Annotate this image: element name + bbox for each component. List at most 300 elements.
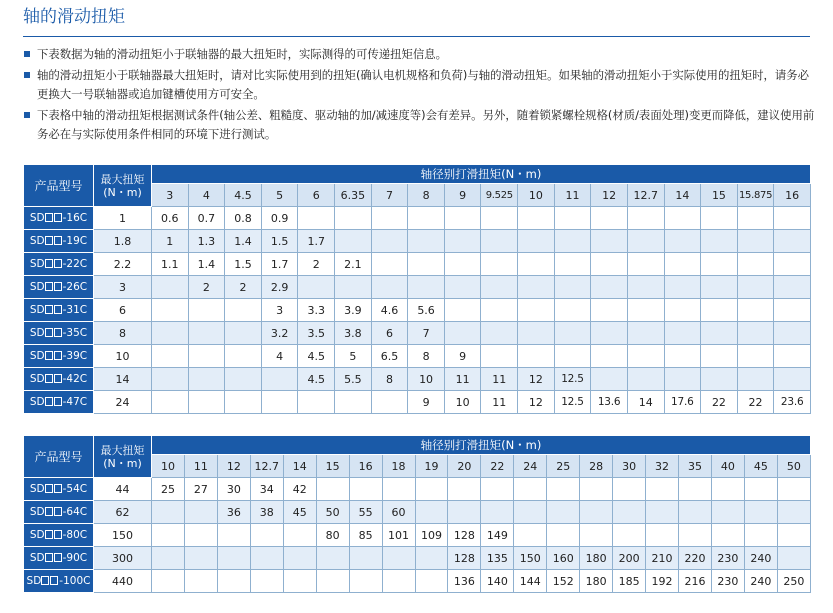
slip-torque-cell [316,478,349,501]
slip-torque-cell [225,299,262,322]
slip-torque-cell [777,478,810,501]
max-torque-cell: 300 [94,547,152,570]
slip-torque-cell: 0.9 [261,207,298,230]
slip-torque-cell [518,230,555,253]
slip-torque-cell [613,478,646,501]
max-torque-header: 最大扭矩(N・m) [94,436,152,478]
slip-torque-cell [613,501,646,524]
slip-torque-cell [448,501,481,524]
slip-torque-cell [382,547,415,570]
model-cell [24,299,94,322]
slip-torque-cell [554,299,591,322]
slip-torque-cell [774,299,811,322]
slip-torque-cell [514,524,547,547]
slip-torque-cell [371,276,408,299]
slip-torque-cell: 1.1 [152,253,189,276]
table-row [24,299,811,322]
square-box-icon [54,351,62,360]
slip-torque-cell [664,207,701,230]
max-torque-cell: 62 [94,501,152,524]
model-suffix: -54C [62,483,88,495]
slip-torque-cell [335,391,372,414]
max-torque-cell: 2.2 [94,253,152,276]
slip-torque-cell [217,570,250,593]
slip-torque-cell: 5.5 [335,368,372,391]
slip-torque-cell: 6 [371,322,408,345]
slip-torque-cell: 1.5 [261,230,298,253]
model-cell [24,478,94,501]
slip-torque-cell [554,207,591,230]
slip-torque-cell [580,524,613,547]
slip-torque-cell [744,524,777,547]
diameter-header: 12.7 [627,184,664,207]
diameter-header: 9 [444,184,481,207]
slip-torque-cell [415,501,448,524]
slip-torque-cell [701,207,738,230]
slip-torque-cell [152,501,185,524]
slip-torque-cell [554,253,591,276]
slip-torque-cell: 27 [184,478,217,501]
slip-torque-cell [580,501,613,524]
slip-torque-cell: 2.9 [261,276,298,299]
note-text: 下表格中轴的滑动扭矩根据测试条件(轴公差、粗糙度、驱动轴的加/减速度等)会有差异。另外，随着锁紧螺栓规格(材质/表面处理)变更而降低，建议使用前务必在与实际使用条件相同的环境下进行测试。 [37,108,815,141]
slip-torque-cell [664,368,701,391]
slip-torque-cell [664,276,701,299]
slip-torque-cell [518,207,555,230]
max-torque-cell: 440 [94,570,152,593]
slip-torque-cell [701,276,738,299]
slip-torque-cell [518,276,555,299]
diameter-header: 4 [188,184,225,207]
model-suffix: -39C [62,350,88,362]
slip-torque-cell: 1.4 [188,253,225,276]
slip-torque-cell [554,230,591,253]
slip-torque-cell [382,570,415,593]
shaft-slip-torque-header: 轴径别打滑扭矩(N・m) [152,436,811,455]
diameter-header: 7 [371,184,408,207]
slip-torque-cell [664,322,701,345]
model-suffix: -22C [62,258,88,270]
slip-torque-cell [774,276,811,299]
slip-torque-cell: 136 [448,570,481,593]
slip-torque-cell [547,501,580,524]
square-box-icon [45,328,53,337]
diameter-header: 28 [580,455,613,478]
slip-torque-cell [774,230,811,253]
slip-torque-cell: 25 [152,478,185,501]
slip-torque-cell: 13.6 [591,391,628,414]
diameter-header: 11 [554,184,591,207]
slip-torque-cell [547,478,580,501]
square-bullet-icon [24,51,30,57]
model-cell [24,322,94,345]
shaft-slip-torque-header: 轴径别打滑扭矩(N・m) [152,165,811,184]
slip-torque-cell: 1.5 [225,253,262,276]
slip-torque-cell: 12 [518,368,555,391]
slip-torque-cell [349,570,382,593]
page-title: 轴的滑动扭矩 [23,7,125,27]
max-torque-header: 最大扭矩(N・m) [94,165,152,207]
slip-torque-cell [225,345,262,368]
slip-torque-cell [737,322,774,345]
model-cell [24,207,94,230]
slip-torque-cell: 185 [613,570,646,593]
model-cell [24,230,94,253]
square-box-icon [45,507,53,516]
slip-torque-cell [188,322,225,345]
model-header: 产品型号 [24,165,94,207]
slip-torque-cell [152,368,189,391]
slip-torque-cell [627,368,664,391]
square-box-icon [54,305,62,314]
model-suffix: -80C [62,529,88,541]
slip-torque-cell [444,276,481,299]
max-torque-cell: 1.8 [94,230,152,253]
slip-torque-cell: 3.2 [261,322,298,345]
diameter-header: 35 [679,455,712,478]
slip-torque-cell [701,322,738,345]
slip-torque-cell [335,230,372,253]
table-row [24,207,811,230]
slip-torque-cell: 220 [679,547,712,570]
slip-torque-cell [701,345,738,368]
slip-torque-cell [261,368,298,391]
slip-torque-cell [481,253,518,276]
slip-torque-cell [184,570,217,593]
slip-torque-cell [415,478,448,501]
slip-torque-cell: 36 [217,501,250,524]
note-item [23,66,818,104]
slip-torque-cell [774,322,811,345]
slip-torque-cell [679,478,712,501]
slip-torque-cell [711,524,744,547]
diameter-header: 20 [448,455,481,478]
slip-torque-cell: 140 [481,570,514,593]
slip-torque-cell [444,253,481,276]
slip-torque-cell [188,299,225,322]
slip-torque-cell [774,345,811,368]
model-cell [24,391,94,414]
square-box-icon [45,259,53,268]
slip-torque-cell: 0.6 [152,207,189,230]
model-cell [24,345,94,368]
slip-torque-cell [335,207,372,230]
model-header: 产品型号 [24,436,94,478]
diameter-header: 14 [664,184,701,207]
slip-torque-cell [335,276,372,299]
slip-torque-cell: 180 [580,547,613,570]
slip-torque-cell [646,501,679,524]
model-prefix: SD [29,304,45,316]
model-suffix: -31C [62,304,88,316]
slip-torque-cell [298,207,335,230]
diameter-header: 30 [613,455,646,478]
model-cell [24,547,94,570]
slip-torque-cell [627,207,664,230]
square-box-icon [41,576,49,585]
slip-torque-cell [481,322,518,345]
slip-torque-cell [591,299,628,322]
square-box-icon [54,236,62,245]
slip-torque-cell [514,501,547,524]
slip-torque-cell [415,570,448,593]
diameter-header: 14 [283,455,316,478]
model-prefix: SD [29,350,45,362]
square-box-icon [45,213,53,222]
slip-torque-cell: 5 [335,345,372,368]
slip-torque-cell: 9 [408,391,445,414]
model-cell [24,524,94,547]
max-torque-cell: 3 [94,276,152,299]
slip-torque-cell: 8 [371,368,408,391]
slip-torque-cell [481,478,514,501]
diameter-header: 15.875 [737,184,774,207]
slip-torque-cell: 11 [444,368,481,391]
slip-torque-cell [152,391,189,414]
model-prefix: SD [26,575,42,587]
max-torque-cell: 6 [94,299,152,322]
table-row [24,322,811,345]
slip-torque-cell [152,570,185,593]
slip-torque-cell [701,253,738,276]
slip-torque-cell [664,345,701,368]
slip-torque-cell [613,524,646,547]
slip-torque-cell [701,230,738,253]
diameter-header: 4.5 [225,184,262,207]
slip-torque-cell: 7 [408,322,445,345]
table-row [24,524,811,547]
max-torque-cell: 14 [94,368,152,391]
square-box-icon [45,282,53,291]
slip-torque-cell: 12 [518,391,555,414]
slip-torque-cell [250,547,283,570]
slip-torque-cell [349,478,382,501]
model-cell [24,253,94,276]
slip-torque-cell [261,391,298,414]
max-torque-cell: 10 [94,345,152,368]
note-item [23,45,818,64]
slip-torque-cell: 1.3 [188,230,225,253]
square-box-icon [45,374,53,383]
model-suffix: -16C [62,212,88,224]
slip-torque-cell: 50 [316,501,349,524]
slip-torque-cell: 3.5 [298,322,335,345]
diameter-header: 16 [774,184,811,207]
slip-torque-cell [152,345,189,368]
diameter-header: 5 [261,184,298,207]
diameter-header: 22 [481,455,514,478]
square-box-icon [45,484,53,493]
slip-torque-cell [371,253,408,276]
slip-torque-cell [225,322,262,345]
model-prefix: SD [29,235,45,247]
slip-torque-cell: 200 [613,547,646,570]
slip-torque-cell [415,547,448,570]
slip-torque-cell [283,547,316,570]
square-box-icon [54,397,62,406]
slip-torque-cell [679,501,712,524]
model-prefix: SD [29,258,45,270]
slip-torque-cell [774,207,811,230]
model-cell [24,276,94,299]
diameter-header: 15 [316,455,349,478]
slip-torque-cell [184,547,217,570]
max-torque-cell: 8 [94,322,152,345]
slip-torque-table-large [23,435,811,593]
table-row [24,391,811,414]
model-cell [24,501,94,524]
model-prefix: SD [29,396,45,408]
slip-torque-cell [679,524,712,547]
model-suffix: -35C [62,327,88,339]
slip-torque-cell: 10 [444,391,481,414]
square-box-icon [54,530,62,539]
slip-torque-cell [664,299,701,322]
model-cell [24,570,94,593]
slip-torque-cell: 42 [283,478,316,501]
slip-torque-cell: 101 [382,524,415,547]
slip-torque-cell [627,345,664,368]
slip-torque-cell [188,345,225,368]
table-row [24,501,811,524]
slip-torque-cell [591,345,628,368]
slip-torque-cell [591,230,628,253]
table-row [24,276,811,299]
slip-torque-cell [518,299,555,322]
slip-torque-cell [152,299,189,322]
slip-torque-cell [188,368,225,391]
table-row [24,345,811,368]
slip-torque-cell: 4 [261,345,298,368]
slip-torque-cell: 80 [316,524,349,547]
slip-torque-cell [737,368,774,391]
slip-torque-cell [217,524,250,547]
slip-torque-cell [627,230,664,253]
slip-torque-cell [627,322,664,345]
slip-torque-cell [371,391,408,414]
model-prefix: SD [29,506,45,518]
diameter-header: 6 [298,184,335,207]
slip-torque-cell [744,501,777,524]
slip-torque-cell: 22 [737,391,774,414]
slip-torque-cell [514,478,547,501]
slip-torque-cell: 0.8 [225,207,262,230]
slip-torque-cell: 11 [481,391,518,414]
model-suffix: -26C [62,281,88,293]
slip-torque-cell [188,391,225,414]
slip-torque-cell [250,524,283,547]
slip-torque-cell: 128 [448,524,481,547]
slip-torque-cell: 30 [217,478,250,501]
slip-torque-cell [777,547,810,570]
slip-torque-cell: 160 [547,547,580,570]
slip-torque-cell [382,478,415,501]
square-box-icon [54,553,62,562]
slip-torque-cell [408,207,445,230]
slip-torque-cell [646,524,679,547]
diameter-header: 25 [547,455,580,478]
slip-torque-cell: 250 [777,570,810,593]
max-torque-cell: 44 [94,478,152,501]
slip-torque-cell [217,547,250,570]
note-text: 轴的滑动扭矩小于联轴器最大扭矩时，请对比实际使用到的扭矩(确认电机规格和负荷)与轴的滑动扭矩。如果轴的滑动扭矩小于实际使用的扭矩时，请务必更换大一号联轴器或追加键槽使用方可安全。 [37,68,810,101]
slip-torque-cell [627,253,664,276]
slip-torque-cell: 135 [481,547,514,570]
slip-torque-cell [777,524,810,547]
model-prefix: SD [29,327,45,339]
slip-torque-cell [737,345,774,368]
square-box-icon [54,259,62,268]
slip-torque-cell [316,547,349,570]
slip-torque-cell [518,322,555,345]
slip-torque-cell [225,368,262,391]
title-divider [23,36,810,37]
note-text: 下表数据为轴的滑动扭矩小于联轴器的最大扭矩时，实际测得的可传递扭矩信息。 [37,47,448,61]
slip-torque-cell: 4.6 [371,299,408,322]
slip-torque-cell: 2 [188,276,225,299]
slip-torque-cell [444,207,481,230]
square-box-icon [54,213,62,222]
slip-torque-cell [554,322,591,345]
slip-torque-cell [737,253,774,276]
slip-torque-cell [448,478,481,501]
slip-torque-cell: 2.1 [335,253,372,276]
square-box-icon [54,484,62,493]
slip-torque-cell: 45 [283,501,316,524]
square-box-icon [45,236,53,245]
slip-torque-cell [737,276,774,299]
square-box-icon [54,507,62,516]
slip-torque-cell [774,253,811,276]
slip-torque-cell: 3.9 [335,299,372,322]
model-prefix: SD [29,483,45,495]
model-cell [24,368,94,391]
slip-torque-cell [701,368,738,391]
slip-torque-cell: 12.5 [554,368,591,391]
model-prefix: SD [29,281,45,293]
slip-torque-cell: 1.7 [261,253,298,276]
square-bullet-icon [24,112,30,118]
table-row [24,230,811,253]
notes-list [23,45,818,144]
slip-torque-cell [481,276,518,299]
slip-torque-cell [444,299,481,322]
model-suffix: -64C [62,506,88,518]
slip-torque-cell [744,478,777,501]
diameter-header: 19 [415,455,448,478]
diameter-header: 12 [217,455,250,478]
slip-torque-cell: 5.6 [408,299,445,322]
slip-torque-cell [371,207,408,230]
slip-torque-cell [591,368,628,391]
slip-torque-cell: 60 [382,501,415,524]
slip-torque-cell [316,570,349,593]
square-box-icon [54,282,62,291]
table-row [24,253,811,276]
model-suffix: -100C [59,575,91,587]
square-bullet-icon [24,72,30,78]
slip-torque-cell [152,547,185,570]
table-row [24,570,811,593]
slip-torque-cell [627,299,664,322]
model-suffix: -90C [62,552,88,564]
slip-torque-cell [711,478,744,501]
slip-torque-cell [298,391,335,414]
diameter-header: 8 [408,184,445,207]
square-box-icon [50,576,58,585]
slip-torque-cell: 9 [444,345,481,368]
slip-torque-cell [481,230,518,253]
